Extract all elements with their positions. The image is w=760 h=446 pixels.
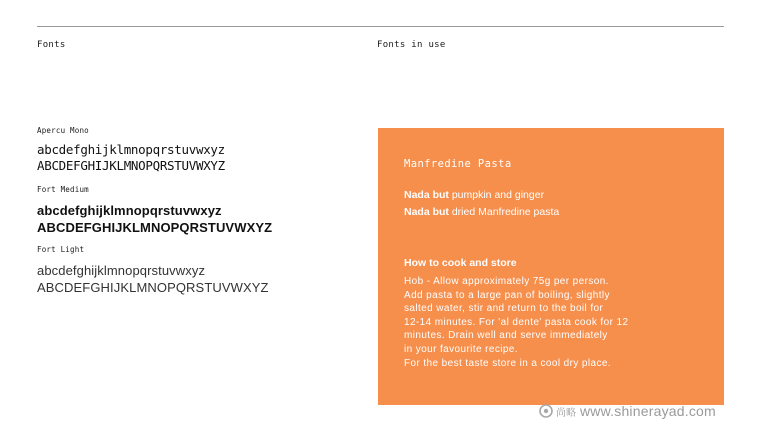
ingredient-2-bold: Nada but	[404, 206, 449, 218]
ingredient-1-bold: Nada but	[404, 189, 449, 201]
fonts-in-use-heading: Fonts in use	[377, 40, 446, 50]
specimen-uppercase-apercu-mono: ABCDEFGHIJKLMNOPQRSTUVWXYZ	[37, 158, 225, 173]
instructions-block	[404, 275, 704, 370]
specimen-lowercase-fort-medium: abcdefghijklmnopqrstuvwxyz	[37, 203, 222, 218]
instruction-line: in your favourite recipe.	[404, 343, 518, 355]
ingredient-1-text: pumpkin and ginger	[448, 189, 545, 201]
instruction-line: Add pasta to a large pan of boiling, slightly	[404, 289, 610, 301]
specimen-lowercase-fort-light: abcdefghijklmnopqrstuvwxyz	[37, 263, 206, 278]
instruction-line: Hob - Allow approximately 75g per person.	[404, 276, 609, 287]
ingredient-line-2	[404, 206, 559, 218]
specimen-name-apercu-mono: Apercu Mono	[37, 126, 89, 135]
specimen-name-fort-medium: Fort Medium	[37, 185, 89, 194]
watermark	[539, 402, 716, 420]
specimen-name-fort-light: Fort Light	[37, 245, 85, 254]
instruction-line: minutes. Drain well and serve immediately	[404, 330, 608, 342]
watermark-url: www.shinerayad.com	[580, 403, 716, 419]
ingredient-line-1	[404, 189, 544, 201]
instruction-line: 12-14 minutes. For 'al dente' pasta cook for 12	[404, 316, 629, 328]
ingredient-2-text: dried Manfredine pasta	[448, 206, 560, 218]
watermark-logo-icon	[539, 404, 553, 418]
watermark-brand: 尚略	[556, 407, 576, 419]
specimen-uppercase-fort-medium: ABCDEFGHIJKLMNOPQRSTUVWXYZ	[37, 220, 273, 235]
specimen-uppercase-fort-light: ABCDEFGHIJKLMNOPQRSTUVWXYZ	[37, 280, 269, 295]
howto-title: How to cook and store	[404, 257, 517, 269]
instruction-line: salted water, stir and return to the boil for	[404, 303, 604, 315]
panel-title: Manfredine Pasta	[404, 158, 512, 170]
specimen-lowercase-apercu-mono: abcdefghijklmnopqrstuvwxyz	[37, 142, 225, 157]
fonts-in-use-panel	[378, 128, 724, 405]
top-divider	[37, 26, 724, 27]
fonts-heading: Fonts	[37, 40, 66, 50]
instruction-line: For the best taste store in a cool dry place.	[404, 357, 611, 369]
